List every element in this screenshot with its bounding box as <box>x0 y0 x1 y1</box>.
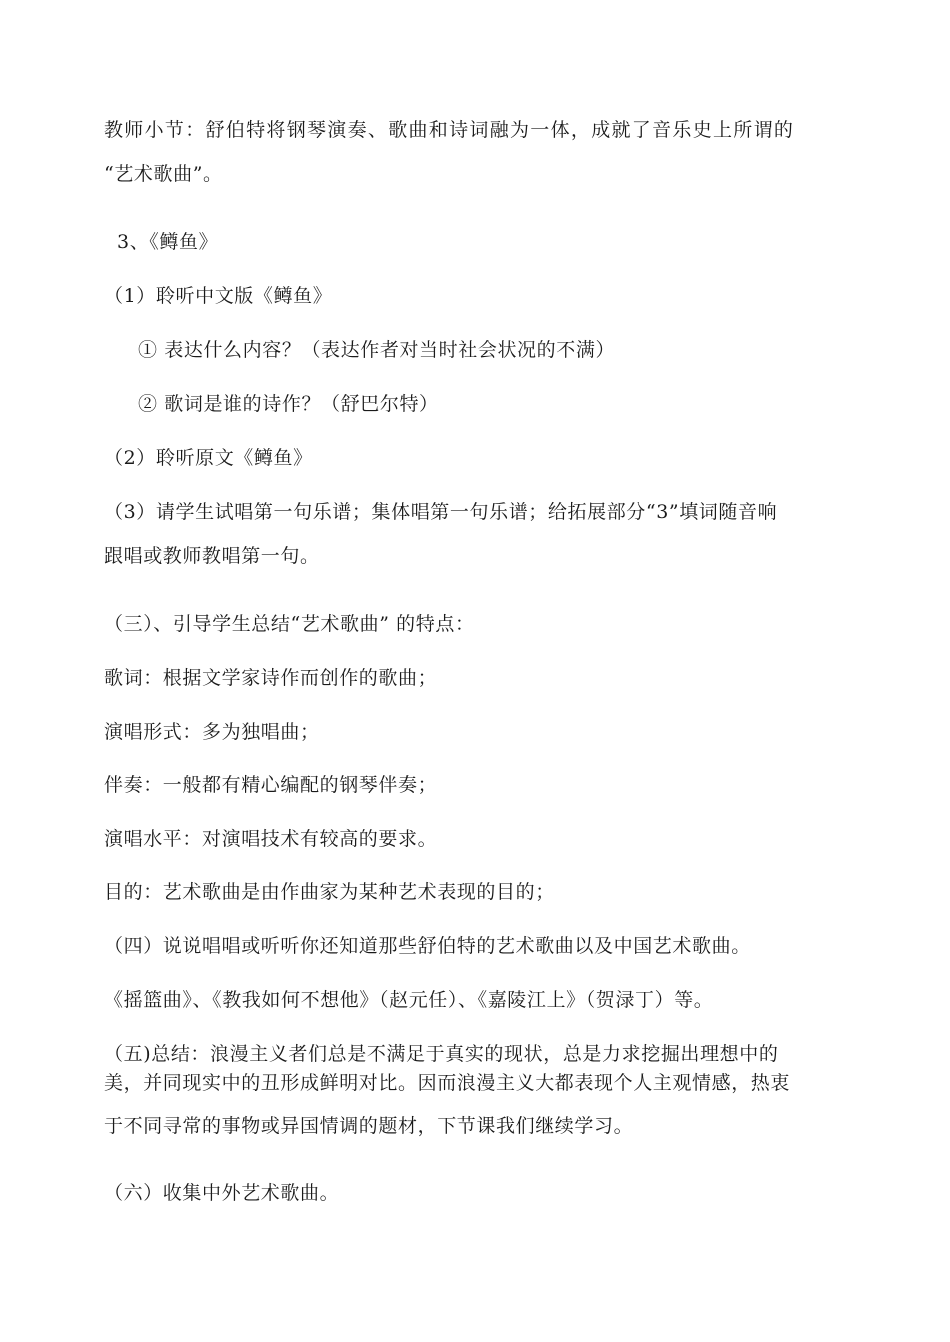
section-heading-trout: 3、《鳟鱼》 <box>117 231 219 253</box>
item-listen-original: （2）聆听原文《鳟鱼》 <box>104 447 313 469</box>
item-listen-chinese-version: （1）聆听中文版《鳟鱼》 <box>104 285 333 307</box>
section-4-heading: （四）说说唱唱或听听你还知道那些舒伯特的艺术歌曲以及中国艺术歌曲。 <box>104 935 751 957</box>
feature-singing-level: 演唱水平：对演唱技术有较高的要求。 <box>104 828 438 850</box>
question-2: ② 歌词是谁的诗作？（舒巴尔特） <box>138 393 439 415</box>
teacher-summary-line-2: “艺术歌曲”。 <box>104 163 223 185</box>
section-3-heading: （三）、引导学生总结“艺术歌曲” 的特点： <box>104 613 475 635</box>
feature-lyrics: 歌词：根据文学家诗作而创作的歌曲； <box>104 667 438 689</box>
item-sing-line-1: （3）请学生试唱第一句乐谱；集体唱第一句乐谱；给拓展部分“3”填词随音响 <box>104 501 778 523</box>
question-1: ① 表达什么内容？（表达作者对当时社会状况的不满） <box>138 339 616 361</box>
summary-line-3: 于不同寻常的事物或异国情调的题材，下节课我们继续学习。 <box>104 1115 634 1137</box>
summary-line-1: （五)总结：浪漫主义者们总是不满足于真实的现状，总是力求挖掘出理想中的 <box>104 1043 779 1065</box>
section-6-heading: （六）收集中外艺术歌曲。 <box>104 1182 340 1204</box>
summary-line-2: 美，并同现实中的丑形成鲜明对比。因而浪漫主义大都表现个人主观情感，热衷 <box>104 1072 791 1094</box>
teacher-summary-line-1: 教师小节：舒伯特将钢琴演奏、歌曲和诗词融为一体，成就了音乐史上所谓的 <box>104 119 795 141</box>
feature-singing-form: 演唱形式：多为独唱曲； <box>104 721 320 743</box>
feature-accompaniment: 伴奏：一般都有精心编配的钢琴伴奏； <box>104 774 438 796</box>
feature-purpose: 目的：艺术歌曲是由作曲家为某种艺术表现的目的； <box>104 881 555 903</box>
song-examples: 《摇篮曲》、《教我如何不想他》（赵元任）、《嘉陵江上》（贺渌丁）等。 <box>104 989 714 1011</box>
item-sing-line-2: 跟唱或教师教唱第一句。 <box>104 545 320 567</box>
